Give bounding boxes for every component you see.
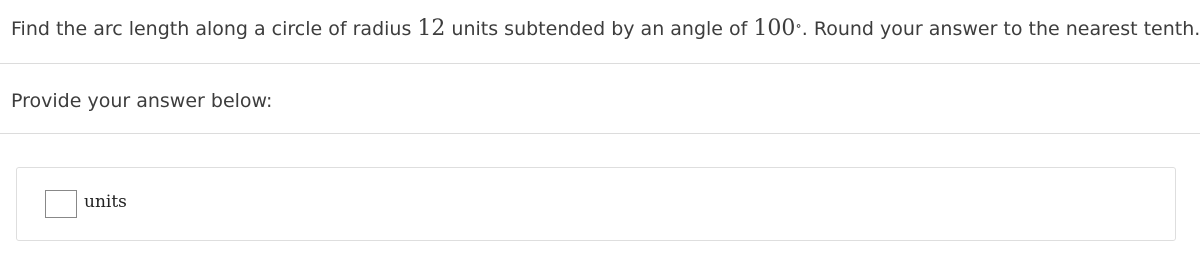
answer-input[interactable] [45, 190, 77, 218]
angle-value [753, 16, 801, 41]
divider-bottom [0, 133, 1200, 134]
degree-symbol: ∘ [795, 19, 802, 34]
answer-container [16, 167, 1176, 241]
question-part2: units subtended by an angle of [445, 18, 754, 40]
divider-top [0, 63, 1200, 64]
question-part3: . Round your answer to the nearest tenth. [801, 18, 1200, 40]
angle-number: 100 [753, 16, 796, 41]
question-text [11, 14, 1200, 44]
question-part1: Find the arc length along a circle of radius [11, 18, 418, 40]
answer-prompt: Provide your answer below: [11, 90, 273, 112]
units-label: units [84, 192, 127, 212]
radius-value: 12 [417, 16, 446, 41]
